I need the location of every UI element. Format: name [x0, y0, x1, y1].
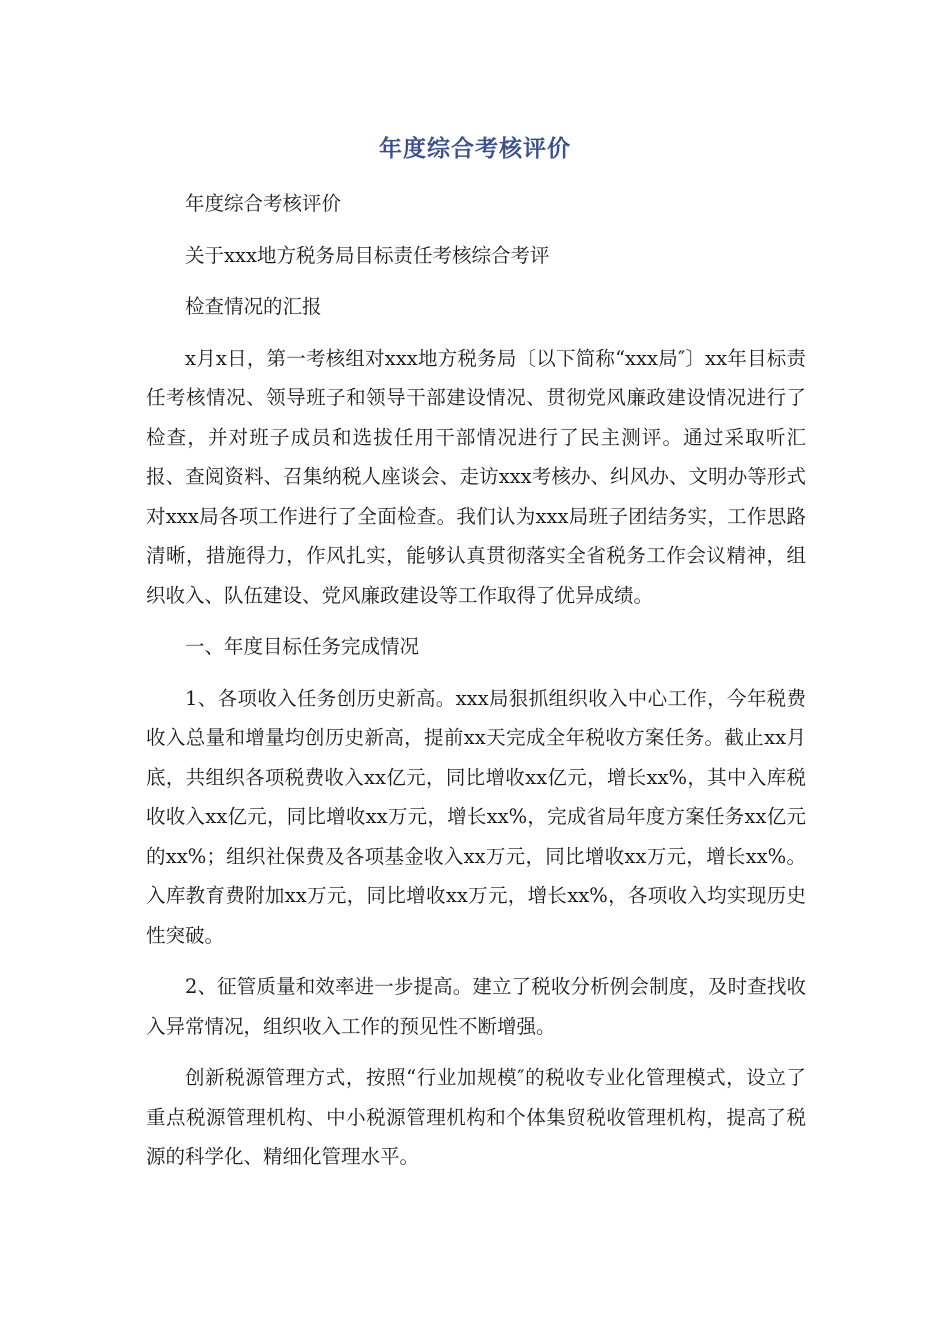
paragraph-subtitle: 年度综合考核评价 [185, 192, 342, 215]
paragraph-item-2: 2、征管质量和效率进一步提高。建立了税收分析例会制度，及时查找收入异常情况，组织收入工作的预见性不断增强。 [146, 975, 806, 1038]
paragraph-intro: x月x日，第一考核组对xxx地方税务局〔以下简称“xxx局″〕xx年目标责任考核情况、领导班子和领导干部建设情况、贯彻党风廉政建设情况进行了检查，并对班子成员和选拔任用干部情况进行了民主测评。通过采取听汇报、查阅资料、召集纳税人座谈会、走访xxx考核办、纠风办、文明办等形式对xxx局各项工作进行了全面检查。我们认为xxx局班子团结务实，工作思路清晰，措施得力，作风扎实，能够认真贯彻落实全省税务工作会议精神，组织收入、队伍建设、党风廉政建设等工作取得了优异成绩。 [146, 346, 806, 607]
paragraph-section-heading: 一、年度目标任务完成情况 [185, 635, 420, 658]
document-title: 年度综合考核评价 [379, 136, 571, 162]
paragraph-report-title-line2: 检查情况的汇报 [185, 295, 322, 318]
paragraph-item-1: 1、各项收入任务创历史新高。xxx局狠抓组织收入中心工作，今年税费收入总量和增量均创历史新高，提前xx天完成全年税收方案任务。截止xx月底，共组织各项税费收入xx亿元，同比增收xx亿元，增长xx%，其中入库税收收入xx亿元，同比增收xx万元，增长xx%，完成省局年度方案任务xx亿元的xx%；组织社保费及各项基金收入xx万元，同比增收xx万元，增长xx%。入库教育费附加xx万元，同比增收xx万元，增长xx%，各项收入均实现历史性突破。 [146, 686, 806, 947]
paragraph-report-title-line1: 关于xxx地方税务局目标责任考核综合考评 [185, 243, 550, 267]
paragraph-tax-source: 创新税源管理方式，按照“行业加规模″的税收专业化管理模式，设立了重点税源管理机构、中小税源管理机构和个体集贸税收管理机构，提高了税源的科学化、精细化管理水平。 [146, 1066, 806, 1168]
document-body [146, 184, 806, 1189]
